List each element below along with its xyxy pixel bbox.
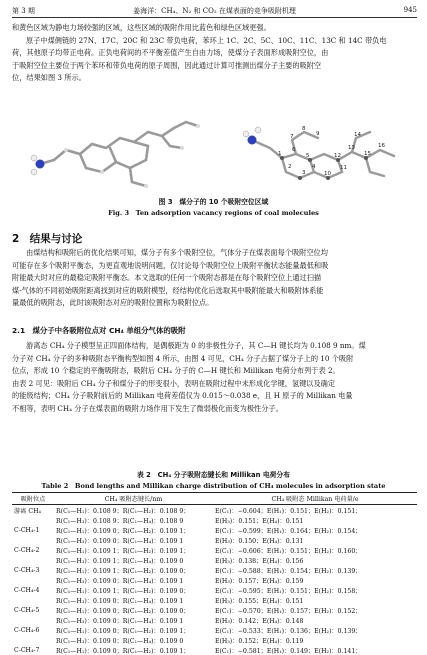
text-line: 附能最大时对应的最稳定吸附平衡态。本文选取的任何一个吸附态都是在每个吸附空位上通过扫描 [12,272,417,285]
site-cell: C-CH₄-6 [12,625,54,635]
column-header: CH₄ 吸附态 Millikan 电荷量/e [213,493,417,505]
text-line: 和黄色区域为静电力场较强的区域，这些区域的吸附作用比蓝色和绿色区域更强。 [12,22,417,35]
charge-cell: E(C₁)：−0.570；E(H₁)：0.157；E(H₂)：0.152； [213,605,417,615]
table-2 [12,492,417,655]
charge-cell: E(H₃)：0.155；E(H₄)：0.151 [213,595,417,605]
text-line: 由煤结构和吸附后的优化结果可知，煤分子有多个吸附空位，气体分子在煤表面每个吸附空位均 [12,247,417,260]
table-row [12,575,417,585]
results-paragraph [12,247,417,310]
atom-label: 7 [290,134,294,140]
site-cell [12,615,54,625]
text-line: 的能级结构；CH₄ 分子吸附前后的 Millikan 电荷差值仅为 0.015～0.038 e，且 H 原子的 Millikan 电量 [12,390,417,403]
table-row [12,615,417,625]
atom-label: 4 [312,164,316,170]
text-line: 位，结果如图 3 所示。 [12,72,417,85]
table-row [12,595,417,605]
charge-cell: E(H₃)：0.150；E(H₄)：0.131 [213,535,417,545]
table-caption-cn: 表 2 CH₄ 分子吸附态键长和 Millikan 电荷分布 [0,469,427,479]
atom-label: 9 [316,131,320,137]
charge-cell: E(C₁)：−0.599；E(H₁)：0.164；E(H₂)：0.154； [213,525,417,535]
text-line: 原子中煤侧链的 27N、17C、20C 和 23C 带负电荷，苯环上 1C、2C、5C、10C、11C、13C 和 14C 带负电 [12,35,417,48]
table-row [12,525,417,535]
text-line: 煤-气体的不同初始吸附距离找到对应的吸附模型，经结构优化后选取其中吸附能最大和吸附体系能 [12,285,417,298]
text-line: 由表 2 可见：吸附后 CH₄ 分子和煤分子的形变很小，表明在吸附过程中未形成化学键，氢键以及确定 [12,378,417,391]
charge-cell: E(H₃)：0.138；E(H₄)：0.156 [213,555,417,565]
bond-cell: R(C₁—H₃)：0.108 9；R(C₁—H₄)：0.108 9 [54,515,213,525]
charge-cell: E(H₃)：0.157；E(H₄)：0.159 [213,575,417,585]
table-row [12,565,417,575]
bond-cell: R(C₁—H₃)：0.109 0；R(C₁—H₄)：0.109 0 [54,635,213,645]
site-cell [12,555,54,565]
table-row [12,585,417,595]
atom-label: 12 [334,153,341,159]
site-cell [12,575,54,585]
site-cell [12,595,54,605]
bond-cell: R(C₁—H₁)：0.109 1；R(C₁—H₂)：0.109 0； [54,585,213,595]
column-header: CH₄ 吸附态键长/nm [54,493,213,505]
table-body [12,505,417,655]
atom-label: 5 [306,153,310,159]
text-line: 可能存在多个吸附平衡态，为更直观地说明问题，仅讨论每个吸附空位上吸附平衡状态能量最低和吸 [12,260,417,273]
nitrogen-atom [248,136,257,145]
text-line: 游离态 CH₄ 分子模型呈正四面体结构，是偶极距为 0 的非极性分子，其 C—H 键长均为 0.108 9 nm。煤 [12,340,417,353]
molecule-left [31,122,200,188]
text-line: 荷，其他原子均带正电荷。正负电荷间的不平衡差值产生自由力场，使煤分子表面形成吸附空位，由 [12,47,417,60]
atom-label: 3 [302,170,306,176]
bond-cell: R(C₁—H₁)：0.109 1；R(C₁—H₂)：0.109 0； [54,565,213,575]
figure-caption-en: Fig. 3 Ten adsorption vacancy regions of coal molecules [0,207,427,217]
table-row [12,625,417,635]
table-row [12,555,417,565]
table-row [12,515,417,525]
table-row [12,535,417,545]
figure-caption-cn: 图 3 煤分子的 10 个吸附空位区域 [0,196,427,206]
bond-cell: R(C₁—H₁)：0.109 1；R(C₁—H₂)：0.109 1； [54,545,213,555]
table-row [12,605,417,615]
atom-label: 11 [340,165,347,171]
atom-label: 10 [324,171,331,177]
text-line: 不相等，表明 CH₄ 分子在煤表面的吸附力场作用下发生了微弱极化而变为极性分子。 [12,403,417,416]
nitrogen-atom [36,160,45,169]
section-heading: 2 结果与讨论 [12,231,82,246]
bond-cell: R(C₁—H₃)：0.109 0；R(C₁—H₄)：0.109 1 [54,615,213,625]
atom-label: 16 [378,143,385,149]
table-row [12,635,417,645]
atom-label: 13 [348,145,355,151]
bond-cell: R(C₁—H₃)：0.109 0；R(C₁—H₄)：0.109 1 [54,535,213,545]
atom-label: 8 [302,126,306,132]
coal-molecule-figure [20,102,412,194]
charge-cell: E(C₁)：−0.595；E(H₁)：0.151；E(H₂)：0.158； [213,585,417,595]
bond-cell: R(C₁—H₃)：0.109 0；R(C₁—H₄)：0.109 1 [54,595,213,605]
subsection-heading: 2.1 煤分子中各吸附位点对 CH₄ 单组分气体的吸附 [12,325,186,336]
issue-number: 第 3 期 [12,6,35,16]
header-rule [12,17,417,18]
intro-paragraph [12,22,417,85]
atom-label: 15 [364,151,371,157]
table-row [12,505,417,516]
bond-cell: R(C₁—H₃)：0.109 1；R(C₁—H₄)：0.109 0 [54,555,213,565]
charge-cell: E(C₁)：−0.606；E(H₁)：0.151；E(H₂)：0.160； [213,545,417,555]
text-line: 量最低的吸附态，此时该吸附态对应的吸附位置称为吸附位点。 [12,297,417,310]
site-cell: C-CH₄-5 [12,605,54,615]
page-number: 945 [404,6,417,14]
text-line: 于吸附空位主要位于两个苯环和带负电荷的原子周围，因此通过计算可推测出煤分子主要的吸附空 [12,60,417,73]
charge-cell: E(C₁)：−0.533；E(H₁)：0.136；E(H₂)：0.139； [213,625,417,635]
site-cell: C-CH₄-3 [12,565,54,575]
site-cell [12,515,54,525]
text-line: 位点，形成 10 个稳定的平衡吸附态，吸附后 CH₄ 分子的 C—H 键长和 Millikan 电荷分布列于表 2。 [12,365,417,378]
site-cell [12,635,54,645]
table-caption-en: Table 2 Bond lengths and Millikan charge distribution of CH₄ molecules in adsorption state [0,480,427,490]
column-header: 吸附位点 [12,493,54,505]
site-cell [12,535,54,545]
charge-cell: E(C₁)：−0.588；E(H₁)：0.154；E(H₂)：0.139； [213,565,417,575]
charge-cell: E(C₁)：−0.604；E(H₁)：0.151；E(H₂)：0.151； [213,505,417,516]
site-cell: C-CH₄-2 [12,545,54,555]
bond-cell: R(C₁—H₁)：0.109 0；R(C₁—H₂)：0.109 1； [54,525,213,535]
charge-cell: E(H₃)：0.142；E(H₄)：0.148 [213,615,417,625]
charge-cell: E(H₃)：0.152；E(H₄)：0.119 [213,635,417,645]
atom-label: 2 [288,164,292,170]
charge-cell: E(C₁)：−0.581；E(H₁)：0.149；E(H₂)：0.141； [213,645,417,655]
bond-cell: R(C₁—H₁)：0.109 0；R(C₁—H₂)：0.109 1； [54,625,213,635]
site-cell: C-CH₄-1 [12,525,54,535]
bond-cell: R(C₁—H₁)：0.108 9；R(C₁—H₂)：0.108 9； [54,505,213,516]
bond-cell: R(C₁—H₁)：0.109 0；R(C₁—H₂)：0.109 1； [54,645,213,655]
site-cell: C-CH₄-7 [12,645,54,655]
table-row [12,545,417,555]
atom-label: 14 [354,132,361,138]
atom-label: 1 [278,151,282,157]
table-header-row [12,493,417,505]
atom-label: 6 [292,147,296,153]
charge-cell: E(H₃)：0.151；E(H₄)：0.151 [213,515,417,525]
running-title: 姜海洋：CH₄、N₂ 和 CO₂ 在煤表面的竞争吸附机理 [12,6,417,16]
bond-cell: R(C₁—H₁)：0.109 0；R(C₁—H₂)：0.109 0； [54,605,213,615]
table-row [12,645,417,655]
site-cell: 游离 CH₄ [12,505,54,516]
text-line: 分子对 CH₄ 分子的多种吸附态平衡构型如图 4 所示，由图 4 可见，CH₄ 分子占据了煤分子上的 10 个吸附 [12,353,417,366]
site-cell: C-CH₄-4 [12,585,54,595]
bond-cell: R(C₁—H₃)：0.109 0；R(C₁—H₄)：0.109 1 [54,575,213,585]
ch4-paragraph [12,340,417,416]
